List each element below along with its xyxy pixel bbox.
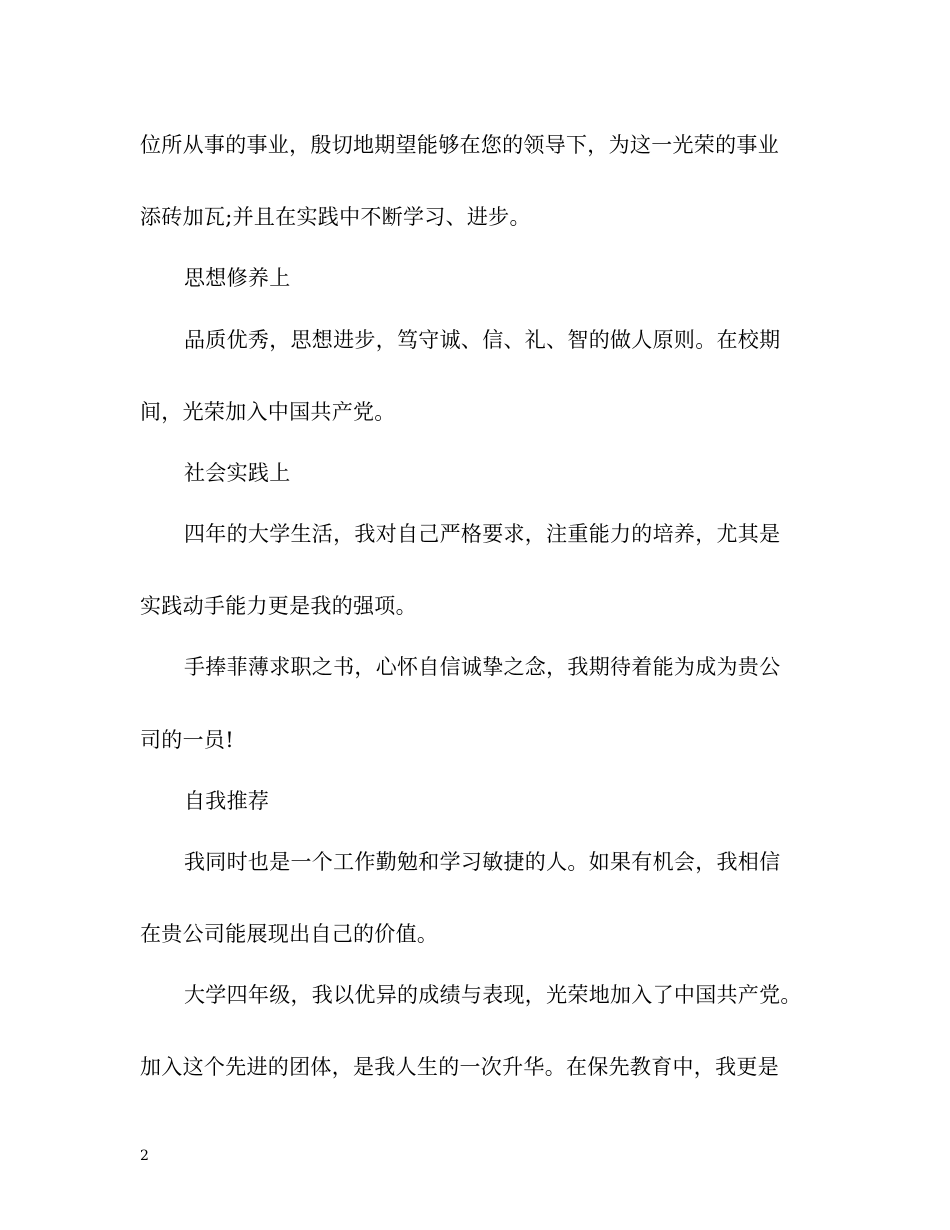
text-line: 间，光荣加入中国共产党。 [140, 400, 396, 424]
section-heading: 思想修养上 [184, 266, 291, 290]
text-line: 在贵公司能展现出自己的价值。 [140, 922, 439, 946]
text-line: 我同时也是一个工作勤勉和学习敏捷的人。如果有机会，我相信 [184, 850, 781, 874]
text-line: 大学四年级，我以优异的成绩与表现，光荣地加入了中国共产党。 [184, 983, 802, 1007]
text-line: 品质优秀，思想进步，笃守诚、信、礼、智的做人原则。在校期 [184, 328, 781, 352]
section-heading: 社会实践上 [184, 461, 291, 485]
text-line: 位所从事的事业，殷切地期望能够在您的领导下，为这一光荣的事业 [140, 133, 779, 157]
text-line: 司的一员! [140, 728, 234, 752]
text-line: 实践动手能力更是我的强项。 [140, 594, 417, 618]
text-line: 四年的大学生活，我对自己严格要求，注重能力的培养，尤其是 [184, 522, 781, 546]
page-number: 2 [140, 1148, 149, 1164]
text-line: 添砖加瓦;并且在实践中不断学习、进步。 [140, 205, 531, 229]
text-line: 加入这个先进的团体，是我人生的一次升华。在保先教育中，我更是 [140, 1055, 779, 1079]
text-line: 手捧菲薄求职之书，心怀自信诚挚之念，我期待着能为成为贵公 [184, 655, 781, 679]
section-heading: 自我推荐 [184, 789, 270, 813]
